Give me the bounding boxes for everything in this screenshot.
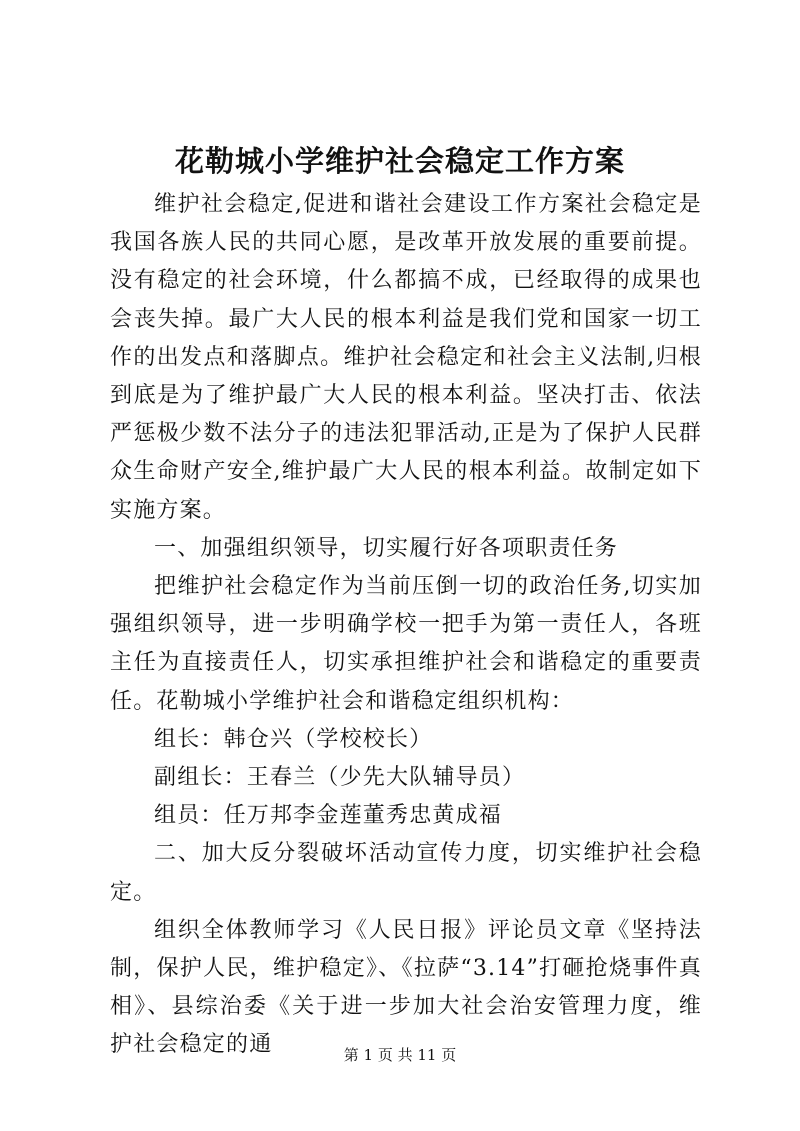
section-heading-2: 二、加大反分裂破坏活动宣传力度，切实维护社会稳定。 (110, 841, 702, 905)
document-title: 花勒城小学维护社会稳定工作方案 (174, 144, 625, 178)
list-item-members: 组员：任万邦李金莲董秀忠黄成福 (154, 803, 503, 829)
document-body (110, 186, 702, 1065)
paragraph-intro: 维护社会稳定,促进和谐社会建设工作方案社会稳定是我国各族人民的共同心愿，是改革开放发展的重要前提。没有稳定的社会环境，什么都搞不成，已经取得的成果也会丧失掉。最广大人民的根本利益是我们党和国家一切工作的出发点和落脚点。维护社会稳定和社会主义法制,归根到底是为了维护最广大人民的根本利益。坚决打击、依法严惩极少数不法分子的违法犯罪活动,正是为了保护人民群众生命财产安全,维护最广大人民的根本利益。故制定如下实施方案。 (110, 192, 702, 523)
list-item-leader: 组长：韩仓兴（学校校长） (154, 726, 433, 752)
page-number-footer: 第 1 页 共 11 页 (343, 1046, 457, 1064)
list-item-deputy-leader: 副组长：王春兰（少先大队辅导员） (154, 765, 526, 791)
section-heading-1: 一、加强组织领导，切实履行好各项职责任务 (154, 535, 619, 561)
paragraph-organization: 把维护社会稳定作为当前压倒一切的政治任务,切实加强组织领导，进一步明确学校一把手为第一责任人，各班主任为直接责任人，切实承担维护社会和谐稳定的重要责任。花勒城小学维护社会和谐稳定组织机构： (110, 574, 702, 714)
paragraph-study: 组织全体教师学习《人民日报》评论员文章《坚持法制，保护人民，维护稳定》、《拉萨“3.14”打砸抢烧事件真相》、县综治委《关于进一步加大社会治安管理力度，维护社会稳定的通 (110, 917, 702, 1058)
